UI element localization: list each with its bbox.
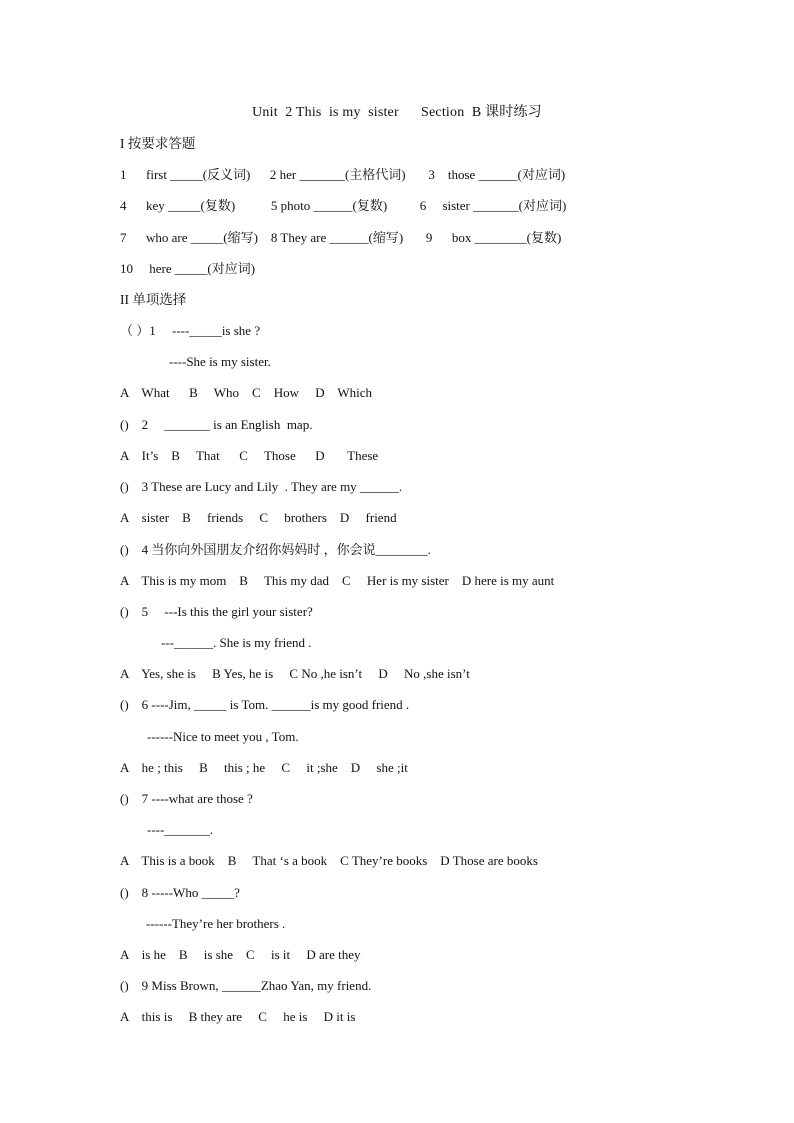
exercise-row-4: 10 here _____(对应词): [120, 261, 256, 276]
question-1-options: A What B Who C How D Which: [120, 385, 373, 400]
question-5: () 5 ---Is this the girl your sister?: [120, 604, 313, 619]
section-1-heading: I 按要求答题: [120, 136, 196, 151]
question-6-options: A he ; this B this ; he C it ;she D she ;it: [120, 760, 408, 775]
question-8-answer-line: ------They’re her brothers .: [146, 916, 286, 931]
question-7: () 7 ----what are those ?: [120, 791, 253, 806]
exercise-row-2: 4 key _____(复数) 5 photo ______(复数) 6 sister _______(对应词): [120, 198, 567, 213]
question-7-options: A This is a book B That ‘s a book C They’re books D Those are books: [120, 853, 538, 868]
page-title: Unit 2 This is my sister Section B 课时练习: [252, 105, 542, 120]
question-9-options: A this is B they are C he is D it is: [120, 1009, 356, 1024]
section-2-heading: II 单项选择: [120, 292, 187, 307]
question-3-options: A sister B friends C brothers D friend: [120, 510, 397, 525]
question-4: () 4 当你向外国朋友介绍你妈妈时 ，你会说________.: [120, 542, 431, 557]
question-1: （ ）1 ----_____is she ?: [120, 323, 261, 338]
exercise-row-1: 1 first _____(反义词) 2 her _______(主格代词) 3 those ______(对应词): [120, 167, 566, 182]
question-6-answer-line: ------Nice to meet you , Tom.: [147, 729, 299, 744]
question-1-answer-line: ----She is my sister.: [169, 354, 271, 369]
question-8-options: A is he B is she C is it D are they: [120, 947, 361, 962]
question-4-options: A This is my mom B This my dad C Her is my sister D here is my aunt: [120, 573, 555, 588]
question-3: () 3 These are Lucy and Lily . They are my ______.: [120, 479, 403, 494]
exercise-row-3: 7 who are _____(缩写) 8 They are ______(缩写) 9 box ________(复数): [120, 230, 562, 245]
question-5-options: A Yes, she is B Yes, he is C No ,he isn’t D No ,she isn’t: [120, 666, 470, 681]
question-9: () 9 Miss Brown, ______Zhao Yan, my friend.: [120, 978, 372, 993]
question-6: () 6 ----Jim, _____ is Tom. ______is my good friend .: [120, 697, 410, 712]
question-8: () 8 -----Who _____?: [120, 885, 240, 900]
question-2-options: A It’s B That C Those D These: [120, 448, 379, 463]
question-5-answer-line: ---______. She is my friend .: [161, 635, 312, 650]
question-2: () 2 _______ is an English map.: [120, 417, 313, 432]
question-7-answer-line: ----_______.: [147, 822, 214, 837]
